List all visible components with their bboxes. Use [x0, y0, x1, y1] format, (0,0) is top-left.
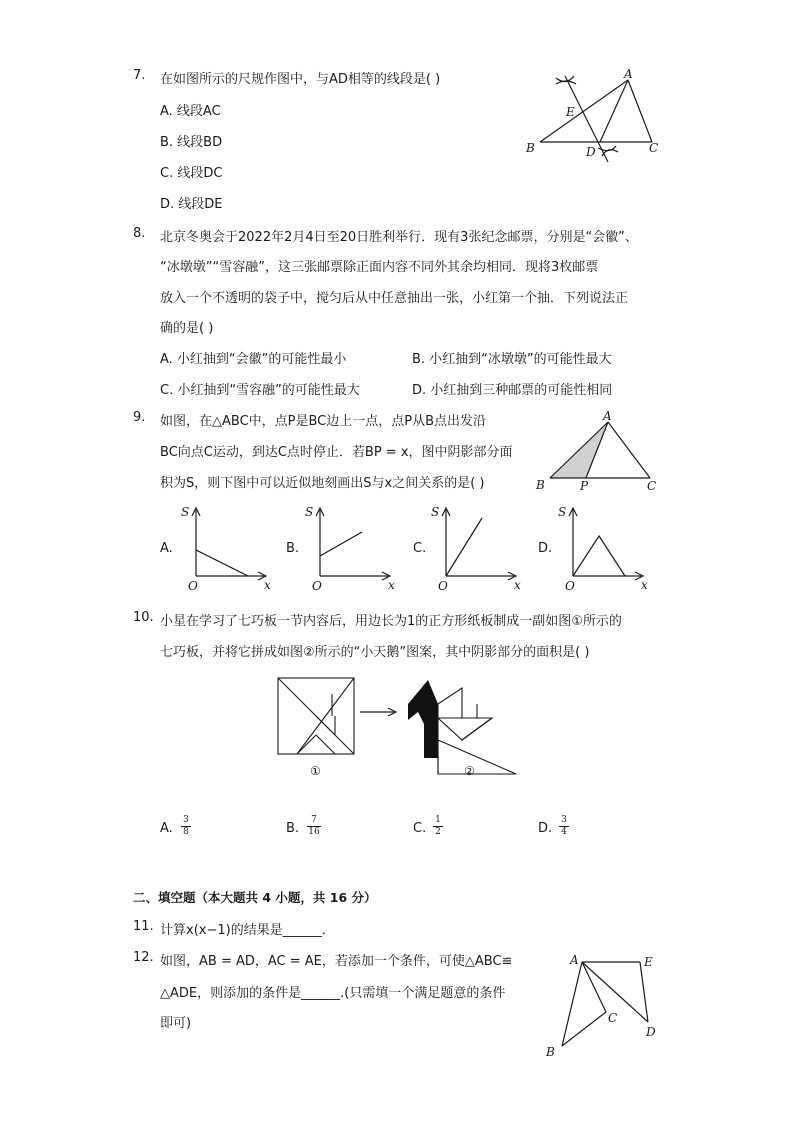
q7-option-c: C. 线段DC [160, 166, 223, 181]
q9-graph-c [430, 502, 525, 594]
q9-graph-c-axis-s: S [431, 505, 440, 519]
q9-graph-a-origin: O [188, 579, 198, 593]
q12-segment-ed [640, 962, 648, 1022]
q11-text: 计算x(x−1)的结果是______． [160, 923, 335, 938]
q8-option-d: D. 小红抽到三种邮票的可能性相同 [412, 383, 613, 398]
q10-swan [408, 680, 516, 774]
q12-segment-ac [582, 962, 606, 1012]
q10-option-d-num: 3 [561, 815, 567, 825]
q12-label-c: C [608, 1011, 618, 1025]
q9-graph-b-line [320, 532, 362, 556]
q12-figure [540, 946, 670, 1062]
q9-graph-a-axis-x: x [264, 578, 271, 592]
q12-line-2: △ADE，则添加的条件是______.(只需填一个满足题意的条件 [160, 986, 506, 1001]
q7-segment-ac [628, 80, 652, 142]
q10-fig2-caption: ② [464, 764, 475, 778]
q7-label-e: E [566, 105, 575, 119]
q10-option-c-fraction [433, 816, 443, 837]
q7-number: 7. [133, 68, 146, 83]
q7-label-b: B [526, 141, 535, 155]
q9-line-3: 积为S，则下图中可以近似地刻画出S与x之间关系的是( ) [160, 476, 485, 491]
q9-graph-a-line [196, 550, 248, 576]
q10-option-a-den: 8 [183, 827, 189, 837]
q9-graph-b-axis-x: x [388, 578, 395, 592]
q9-graph-d-origin: O [565, 579, 575, 593]
q7-label-d: D [586, 145, 596, 159]
q7-option-d: D. 线段DE [160, 197, 223, 212]
q9-number: 9. [133, 410, 146, 425]
q9-graph-c-label: C. [413, 541, 427, 556]
q12-line-3: 即可) [160, 1016, 192, 1031]
q12-label-d: D [646, 1025, 656, 1039]
section-2-title: 二、填空题（本大题共 4 小题，共 16 分） [133, 890, 377, 905]
q9-graph-d [557, 502, 652, 594]
q8-option-b: B. 小红抽到“冰墩墩”的可能性最大 [412, 352, 612, 367]
q9-graph-c-axis-x: x [514, 578, 521, 592]
q10-swan-shaded [408, 680, 438, 758]
q9-line-1: 如图，在△ABC中，点P是BC边上一点，点P从B点出发沿 [160, 414, 487, 429]
q7-stem: 在如图所示的尺规作图中，与AD相等的线段是( ) [160, 72, 441, 87]
q10-option-d-label: D. [538, 821, 553, 836]
q10-option-d-den: 4 [561, 827, 567, 837]
q9-graph-b-axis-s: S [305, 505, 314, 519]
q9-line-2: BC向点C运动，到达C点时停止．若BP = x，图中阴影部分面 [160, 445, 513, 460]
q10-figures [272, 674, 522, 782]
q8-line-3: 放入一个不透明的袋子中，搅匀后从中任意抽出一张，小红第一个抽．下列说法正 [160, 291, 629, 306]
q12-label-a: A [570, 953, 579, 967]
q10-arrow [360, 708, 396, 716]
q7-option-a: A. 线段AC [160, 104, 221, 119]
q10-option-b-num: 7 [311, 815, 317, 825]
q9-graph-d-axis-s: S [558, 505, 567, 519]
q10-option-d-fraction [559, 816, 569, 837]
q9-segment-ac [608, 422, 650, 478]
q12-line-1: 如图，AB = AD，AC = AE，若添加一个条件，可使△ABC≌ [160, 954, 513, 969]
q12-number: 12. [133, 950, 154, 965]
q10-option-b-fraction [307, 816, 321, 837]
q9-graph-c-line [446, 518, 482, 576]
q9-figure [532, 408, 672, 494]
q9-graph-a [180, 502, 275, 594]
q10-line-1: 小星在学习了七巧板一节内容后，用边长为1的正方形纸板制成一副如图①所示的 [160, 614, 622, 629]
q8-option-c: C. 小红抽到“雪容融”的可能性最大 [160, 383, 360, 398]
q9-label-c: C [647, 479, 657, 493]
q9-graph-b [304, 502, 399, 594]
q12-label-e: E [644, 955, 653, 969]
q10-number: 10. [133, 610, 154, 625]
q8-option-a: A. 小红抽到“会徽”的可能性最小 [160, 352, 347, 367]
q9-graph-d-line [573, 536, 625, 576]
q7-label-c: C [649, 141, 659, 155]
q9-label-b: B [536, 478, 545, 492]
q9-graph-a-label: A. [160, 541, 173, 556]
q8-line-1: 北京冬奥会于2022年2月4日至20日胜利举行．现有3张纪念邮票，分别是“会徽”、 [160, 230, 638, 245]
q11-number: 11. [133, 919, 154, 934]
q9-graph-c-origin: O [438, 579, 448, 593]
q8-line-2: “冰墩墩”“雪容融”，这三张邮票除正面内容不同外其余均相同．现将3枚邮票 [160, 260, 599, 275]
q7-segment-ba [540, 80, 628, 142]
q7-figure [520, 66, 670, 166]
q10-option-b-den: 16 [308, 827, 320, 837]
q10-option-b-label: B. [286, 821, 300, 836]
q10-line-2: 七巧板，并将它拼成如图②所示的“小天鹅”图案，其中阴影部分的面积是( ) [160, 645, 590, 660]
q8-number: 8. [133, 226, 146, 241]
q10-option-a-num: 3 [183, 815, 189, 825]
q10-option-c-num: 1 [435, 815, 441, 825]
q8-line-4: 确的是( ) [160, 321, 214, 336]
q9-graph-d-label: D. [538, 541, 553, 556]
q10-option-a-fraction [181, 816, 191, 837]
q9-label-p: P [580, 479, 589, 493]
q10-option-c-label: C. [413, 821, 427, 836]
q7-label-a: A [624, 67, 633, 81]
q10-option-c-den: 2 [435, 827, 441, 837]
q9-graph-b-origin: O [312, 579, 322, 593]
q9-graph-a-axis-s: S [181, 505, 190, 519]
q9-graph-b-label: B. [286, 541, 300, 556]
q12-label-b: B [546, 1045, 555, 1059]
q9-graph-d-axis-x: x [641, 578, 648, 592]
q9-label-a: A [603, 409, 612, 423]
q10-option-a-label: A. [160, 821, 173, 836]
q10-tangram-square [278, 678, 354, 754]
q7-option-b: B. 线段BD [160, 135, 223, 150]
q10-fig1-caption: ① [310, 764, 321, 778]
